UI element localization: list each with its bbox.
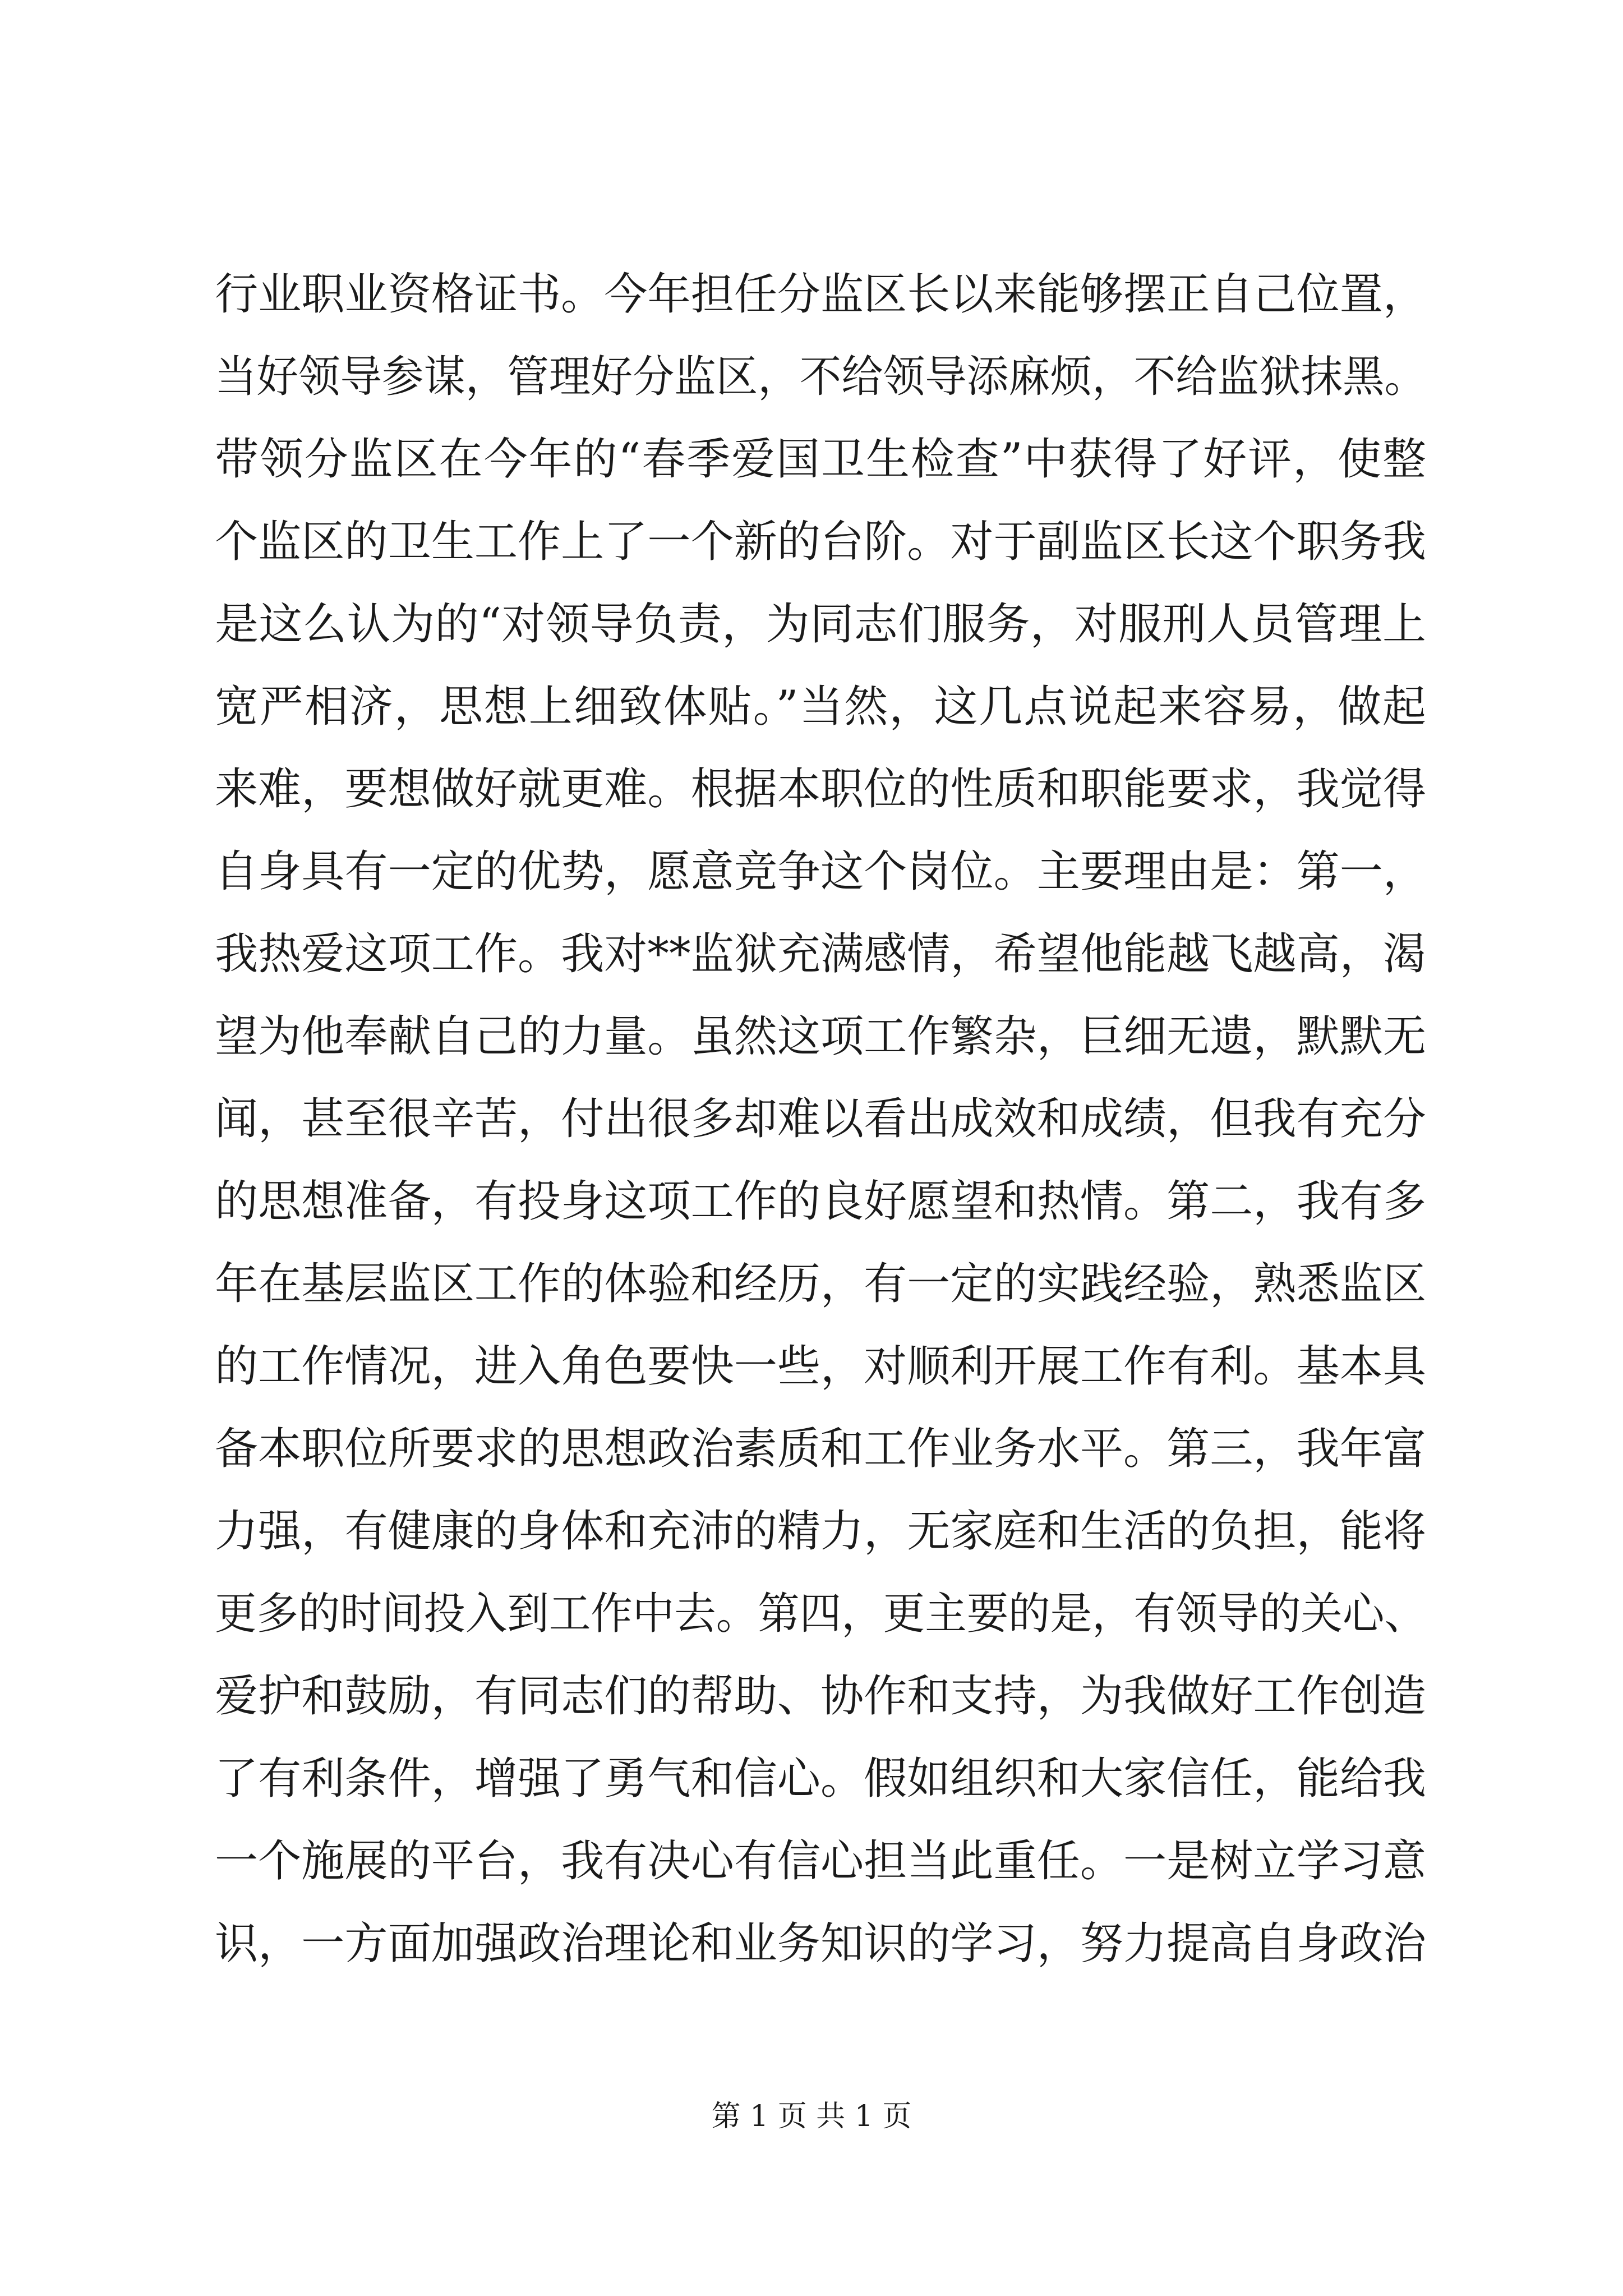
page-number-footer: 第 1 页 共 1 页	[711, 2100, 912, 2133]
text-line: 更多的时间投入到工作中去。第四，更主要的是，有领导的关心、	[215, 1589, 1427, 1639]
text-line: 年在基层监区工作的体验和经历，有一定的实践经验，熟悉监区	[215, 1259, 1427, 1309]
text-line: 行业职业资格证书。今年担任分监区长以来能够摆正自己位置，	[215, 269, 1427, 320]
text-line: 望为他奉献自己的力量。虽然这项工作繁杂，巨细无遗，默默无	[215, 1011, 1427, 1062]
text-line: 宽严相济，思想上细致体贴。”当然，这几点说起来容易，做起	[215, 682, 1426, 732]
text-line: 了有利条件，增强了勇气和信心。假如组织和大家信任，能给我	[215, 1754, 1427, 1804]
text-line: 闻，甚至很辛苦，付出很多却难以看出成效和成绩，但我有充分	[215, 1094, 1427, 1144]
text-line: 我热爱这项工作。我对**监狱充满感情，希望他能越飞越高，渴	[215, 929, 1427, 979]
text-line: 个监区的卫生工作上了一个新的台阶。对于副监区长这个职务我	[215, 517, 1427, 567]
text-line: 力强，有健康的身体和充沛的精力，无家庭和生活的负担，能将	[215, 1506, 1427, 1557]
text-line: 当好领导参谋，管理好分监区，不给领导添麻烦，不给监狱抹黑。	[215, 352, 1427, 402]
text-line: 的思想准备，有投身这项工作的良好愿望和热情。第二，我有多	[215, 1176, 1427, 1227]
text-line: 一个施展的平台，我有决心有信心担当此重任。一是树立学习意	[215, 1836, 1427, 1887]
text-line: 是这么认为的“对领导负责，为同志们服务，对服刑人员管理上	[215, 599, 1426, 650]
body-text	[215, 254, 1426, 1985]
text-line: 来难，要想做好就更难。根据本职位的性质和职能要求，我觉得	[215, 764, 1427, 815]
text-line: 备本职位所要求的思想政治素质和工作业务水平。第三，我年富	[215, 1424, 1427, 1474]
text-line: 的工作情况，进入角色要快一些，对顺利开展工作有利。基本具	[215, 1341, 1427, 1392]
text-line: 爱护和鼓励，有同志们的帮助、协作和支持，为我做好工作创造	[215, 1671, 1427, 1722]
text-line: 识，一方面加强政治理论和业务知识的学习，努力提高自身政治	[215, 1918, 1427, 1969]
text-line: 自身具有一定的优势，愿意竞争这个岗位。主要理由是：第一，	[215, 846, 1427, 897]
text-line: 带领分监区在今年的“春季爱国卫生检查”中获得了好评，使整	[215, 434, 1426, 485]
